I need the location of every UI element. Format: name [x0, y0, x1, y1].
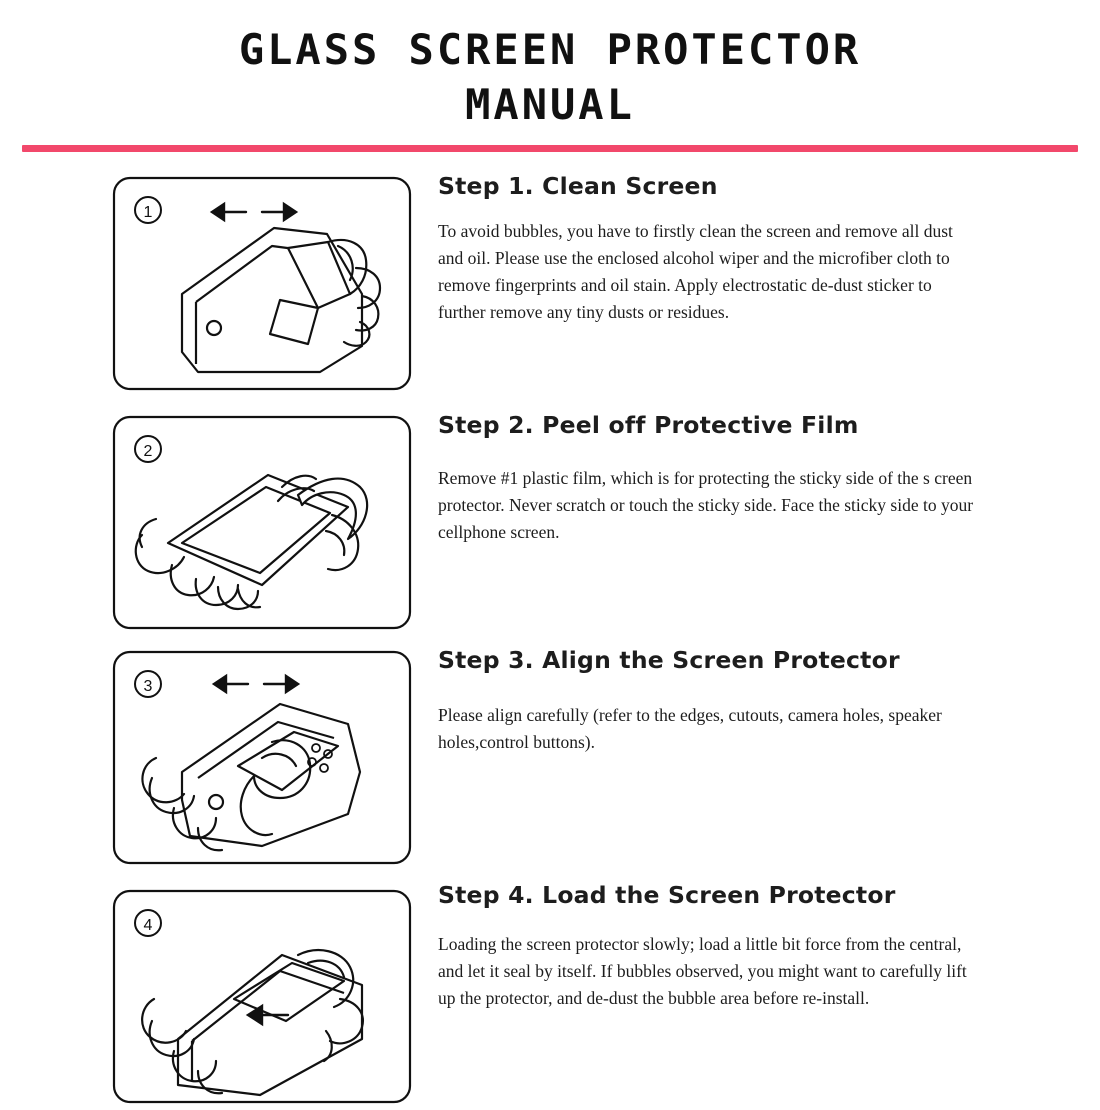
- steps-list: [0, 170, 1100, 1110]
- step-item: [0, 875, 1100, 1110]
- step-3-heading: Step 3. Align the Screen Protector: [438, 646, 900, 674]
- svg-text:4: 4: [143, 917, 153, 934]
- step-4-illustration: [112, 889, 412, 1104]
- step-3-text: [412, 640, 1076, 756]
- step-4-body: Loading the screen protector slowly; load a little bit force from the central, and let it seal by itself. If bubbles observed, you might want to carefully lift up the protector, and de-dust the bubble area before re-install.: [438, 934, 967, 1009]
- step-1-illustration: [112, 176, 412, 391]
- svg-text:3: 3: [143, 678, 153, 695]
- page-title-line-2: MANUAL: [465, 79, 635, 129]
- step-1-body: To avoid bubbles, you have to firstly clean the screen and remove all dust and oil. Please use the enclosed alcohol wiper and the microfiber cloth to remove fingerprints and oil stain. Apply electrostatic de-dust sticker to further remove any tiny dusts or residues.: [438, 221, 953, 323]
- step-4-text: [412, 875, 1076, 1012]
- title-block: [0, 0, 1100, 131]
- step-2-text: [412, 405, 1076, 546]
- step-3-illustration: [112, 650, 412, 865]
- svg-text:1: 1: [143, 204, 153, 221]
- step-2-heading: Step 2. Peel off Protective Film: [438, 411, 859, 439]
- step-1-heading: Step 1. Clean Screen: [438, 172, 718, 200]
- title-divider: [22, 145, 1078, 152]
- step-4-heading: Step 4. Load the Screen Protector: [438, 881, 896, 909]
- step-3-body: Please align carefully (refer to the edges, cutouts, camera holes, speaker holes,control buttons).: [438, 705, 942, 753]
- step-1-text: [412, 170, 1076, 327]
- step-item: [0, 170, 1100, 405]
- step-item: [0, 405, 1100, 640]
- step-2-body: Remove #1 plastic film, which is for protecting the sticky side of the s creen protector. Never scratch or touch the sticky side. Face the sticky side to your cellphone screen.: [438, 468, 974, 543]
- page-title-line-1: GLASS SCREEN PROTECTOR: [238, 25, 862, 74]
- svg-text:2: 2: [143, 443, 153, 460]
- step-item: [0, 640, 1100, 875]
- step-2-illustration: [112, 415, 412, 630]
